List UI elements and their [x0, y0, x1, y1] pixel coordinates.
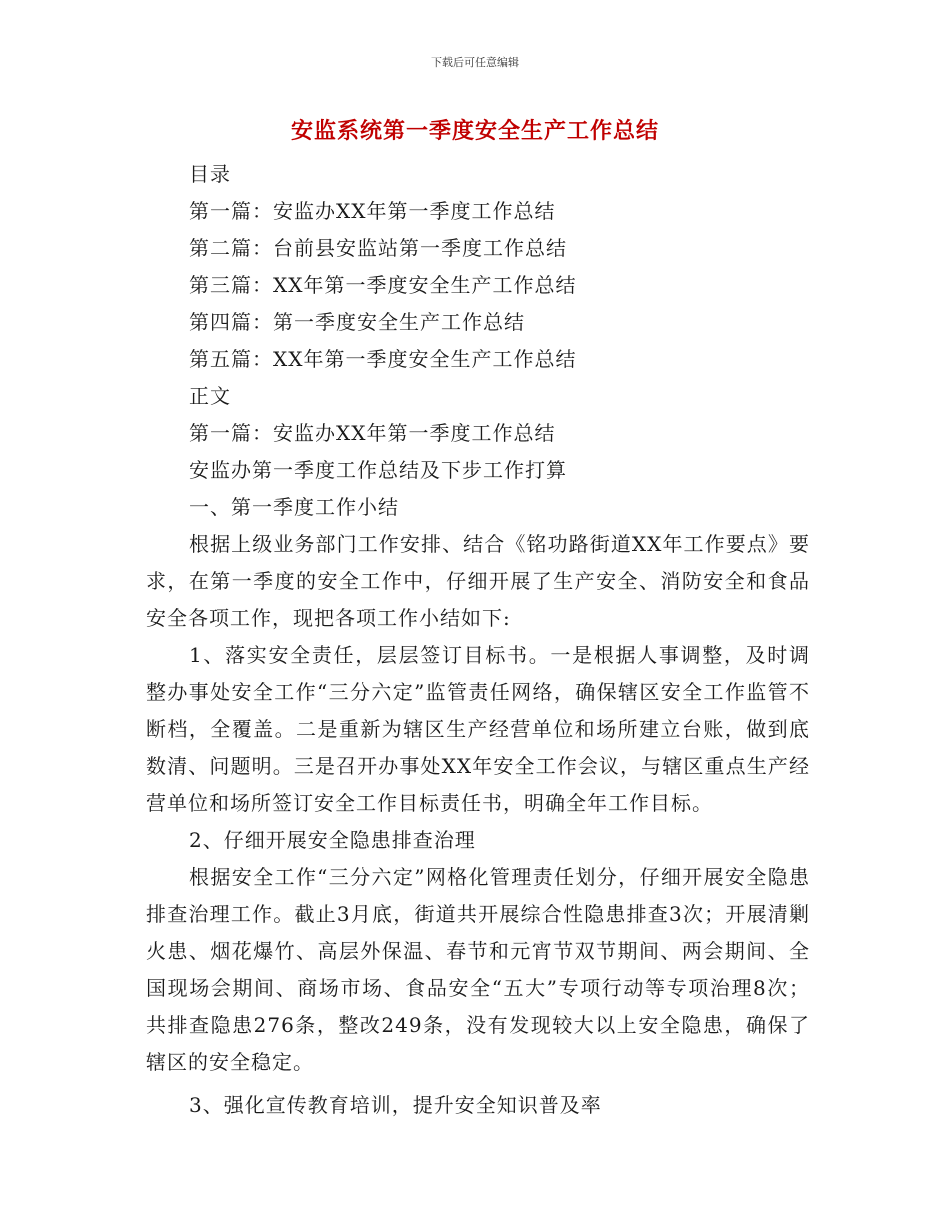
- toc-item-1: 第一篇：安监办XX年第一季度工作总结: [189, 199, 556, 223]
- sub-title: 安监办第一季度工作总结及下步工作打算: [189, 458, 567, 482]
- paragraph-item-2: 根据安全工作“三分六定”网格化管理责任划分，仔细开展安全隐患排查治理工作。截止3月底，街道共开展综合性隐患排查3次；开展清剿火患、烟花爆竹、高层外保温、春节和元宵节双节期间、两会期间、全国现场会期间、商场市场、食品安全“五大”专项行动等专项治理8次；共排查隐患276条，整改249条，没有发现较大以上安全隐患，确保了辖区的安全稳定。: [146, 865, 810, 1074]
- body-heading: 正文: [189, 384, 231, 408]
- section-heading-1: 一、第一季度工作小结: [189, 495, 399, 519]
- document-body: [146, 156, 810, 1124]
- toc-item-4: 第四篇：第一季度安全生产工作总结: [189, 310, 525, 334]
- paragraph-intro: 根据上级业务部门工作安排、结合《铭功路街道XX年工作要点》要求，在第一季度的安全工作中，仔细开展了生产安全、消防安全和食品安全各项工作，现把各项工作小结如下:: [146, 532, 810, 630]
- item-2-title: 2、仔细开展安全隐患排查治理: [189, 828, 476, 852]
- part-title: 第一篇：安监办XX年第一季度工作总结: [189, 421, 556, 445]
- item-3-title: 3、强化宣传教育培训，提升安全知识普及率: [189, 1093, 602, 1117]
- document-title: 安监系统第一季度安全生产工作总结: [290, 119, 659, 144]
- paragraph-item-1: 1、落实安全责任，层层签订目标书。一是根据人事调整，及时调整办事处安全工作“三分六定”监管责任网络，确保辖区安全工作监管不断档，全覆盖。二是重新为辖区生产经营单位和场所建立台账，做到底数清、问题明。三是召开办事处XX年安全工作会议，与辖区重点生产经营单位和场所签订安全工作目标责任书，明确全年工作目标。: [146, 643, 810, 815]
- toc-item-5: 第五篇：XX年第一季度安全生产工作总结: [189, 347, 577, 371]
- header-note: 下载后可任意编辑: [431, 56, 519, 69]
- toc-heading: 目录: [189, 162, 231, 186]
- toc-item-2: 第二篇：台前县安监站第一季度工作总结: [189, 236, 567, 260]
- toc-item-3: 第三篇：XX年第一季度安全生产工作总结: [189, 273, 577, 297]
